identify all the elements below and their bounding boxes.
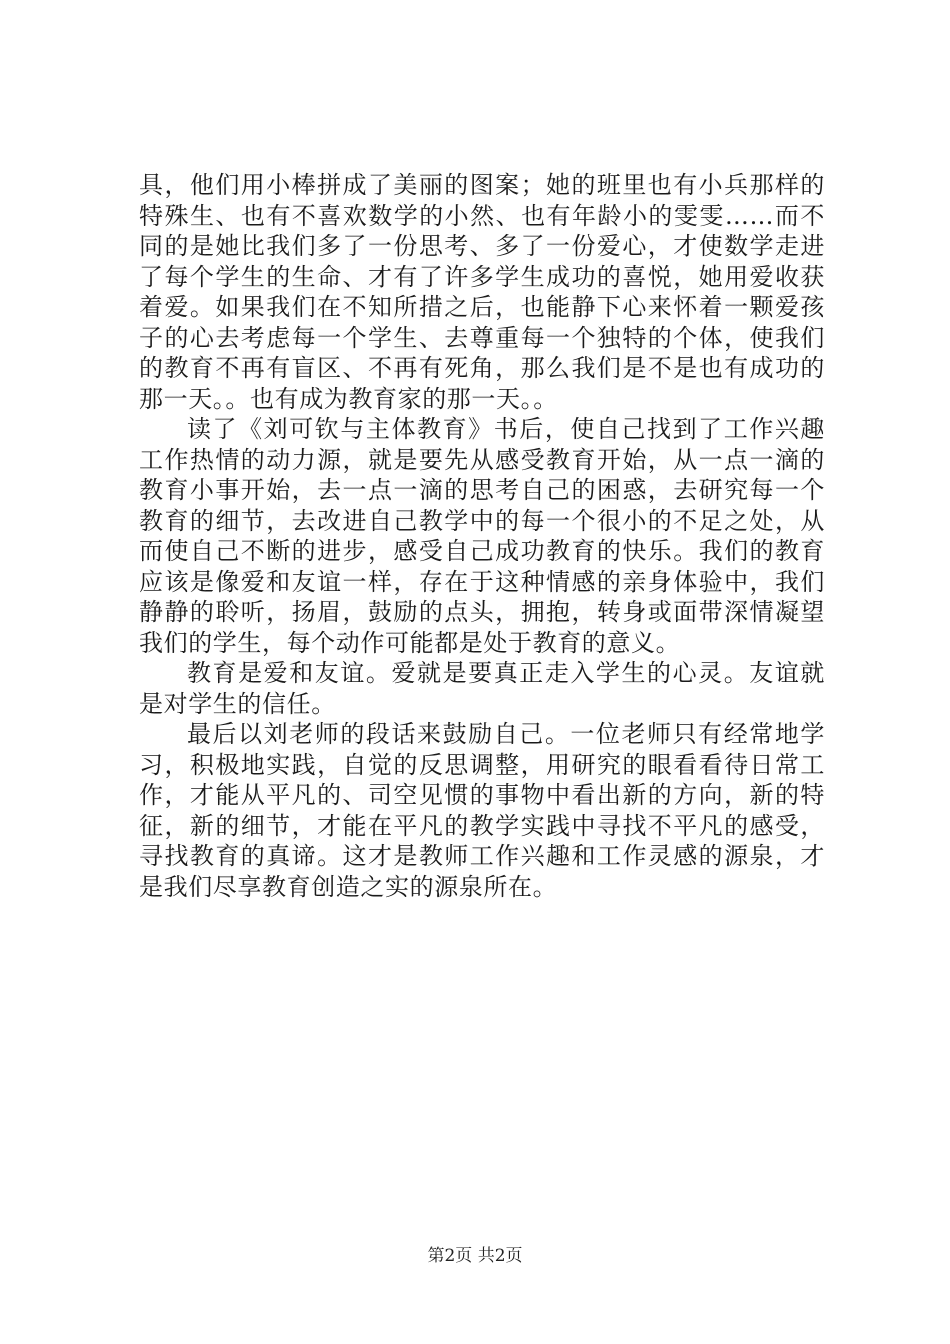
- paragraph-3: 教育是爱和友谊。爱就是要真正走入学生的心灵。友谊就是对学生的信任。: [139, 659, 825, 718]
- paragraph-1: 具，他们用小棒拼成了美丽的图案；她的班里也有小兵那样的特殊生、也有不喜欢数学的小然、也有年龄小的雯雯……而不同的是她比我们多了一份思考、多了一份爱心，才使数学走进了每个学生的生命、才有了许多学生成功的喜悦，她用爱收获着爱。如果我们在不知所措之后，也能静下心来怀着一颗爱孩子的心去考虑每一个学生、去尊重每一个独特的个体，使我们的教育不再有盲区、不再有死角，那么我们是不是也有成功的那一天。。也有成为教育家的那一天。。: [139, 171, 825, 413]
- page-footer: 第2页 共2页: [427, 1246, 523, 1266]
- paragraph-2: 读了《刘可钦与主体教育》书后，使自己找到了工作兴趣工作热情的动力源，就是要先从感受教育开始，从一点一滴的教育小事开始，去一点一滴的思考自己的困惑，去研究每一个教育的细节，去改进自己教学中的每一个很小的不足之处，从而使自己不断的进步，感受自己成功教育的快乐。我们的教育应该是像爱和友谊一样，存在于这种情感的亲身体验中，我们静静的聆听，扬眉，鼓励的点头，拥抱，转身或面带深情凝望我们的学生，每个动作可能都是处于教育的意义。: [139, 415, 825, 657]
- paragraph-4: 最后以刘老师的段话来鼓励自己。一位老师只有经常地学习，积极地实践，自觉的反思调整，用研究的眼看看待日常工作，才能从平凡的、司空见惯的事物中看出新的方向，新的特征，新的细节，才能在平凡的教学实践中寻找不平凡的感受，寻找教育的真谛。这才是教师工作兴趣和工作灵感的源泉，才是我们尽享教育创造之实的源泉所在。: [139, 720, 825, 901]
- document-body: [139, 170, 825, 902]
